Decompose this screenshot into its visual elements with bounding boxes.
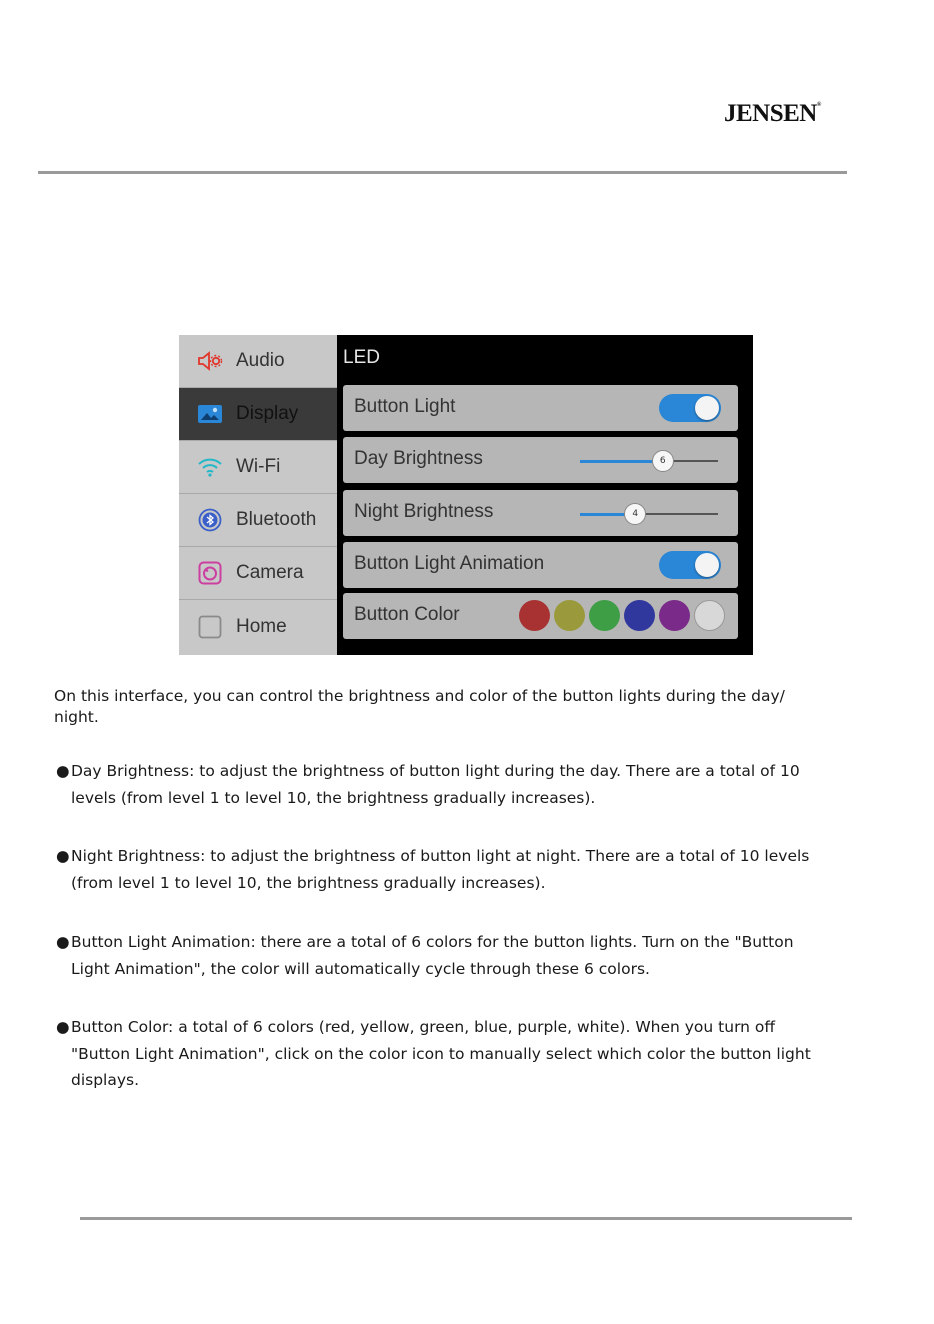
night-brightness-slider[interactable] (580, 509, 718, 519)
color-swatch-green[interactable] (589, 600, 620, 631)
night-brightness-row (343, 490, 738, 536)
sidebar-item-audio[interactable] (179, 335, 337, 388)
color-swatch-red[interactable] (519, 600, 550, 631)
color-swatches (519, 600, 725, 631)
camera-icon (197, 560, 223, 586)
slider-thumb[interactable]: 4 (624, 503, 646, 525)
settings-sidebar (179, 335, 337, 655)
slider-thumb[interactable]: 6 (652, 450, 674, 472)
bullet-day-brightness (56, 758, 816, 811)
bullet-text: Night Brightness: to adjust the brightness of button light at night. There are a total of 10 levels (from level 1 to level 10, the brightness gradually increases). (71, 847, 810, 892)
sidebar-item-label: Home (236, 615, 287, 637)
bullet-symbol: ● (56, 933, 70, 951)
bullet-text: Button Light Animation: there are a total of 6 colors for the button lights. Turn on the "Button Light Animation", the color will automatically cycle through these 6 colors. (71, 933, 794, 978)
toggle-knob (695, 553, 719, 577)
color-swatch-blue[interactable] (624, 600, 655, 631)
header-divider (38, 171, 847, 174)
color-swatch-yellow[interactable] (554, 600, 585, 631)
sidebar-item-label: Camera (236, 562, 304, 583)
bullet-symbol: ● (56, 762, 70, 780)
logo-text: JENSEN (724, 100, 817, 127)
sidebar-item-label: Bluetooth (236, 509, 317, 530)
wifi-icon (197, 454, 223, 480)
bullet-text: Day Brightness: to adjust the brightness of button light during the day. There are a total of 10 levels (from level 1 to level 10, the brightness gradually increases). (71, 762, 800, 807)
sidebar-item-bluetooth[interactable] (179, 494, 337, 547)
image-icon (197, 401, 223, 427)
bullet-night-brightness (56, 843, 816, 896)
day-brightness-row (343, 437, 738, 483)
day-brightness-slider[interactable] (580, 456, 718, 466)
settings-screenshot (179, 335, 753, 655)
row-label: Button Light Animation (354, 553, 545, 574)
bluetooth-icon (197, 507, 223, 533)
sidebar-item-label: Audio (236, 350, 285, 371)
home-checkbox-icon (197, 614, 223, 640)
bullet-text: Button Color: a total of 6 colors (red, yellow, green, blue, purple, white). When you turn off "Button Light Animation", click on the color icon to manually select which color the button light displays. (71, 1018, 811, 1089)
row-label: Button Light (354, 396, 456, 417)
bullet-button-color (56, 1014, 816, 1094)
jensen-logo (724, 100, 821, 128)
button-light-row (343, 385, 738, 431)
row-label: Night Brightness (354, 501, 494, 522)
button-light-toggle[interactable] (659, 394, 721, 422)
sidebar-item-wifi[interactable] (179, 441, 337, 494)
sidebar-item-home[interactable] (179, 600, 337, 653)
color-swatch-purple[interactable] (659, 600, 690, 631)
intro-paragraph: On this interface, you can control the brightness and color of the button lights during the day/ night. (54, 687, 785, 726)
bullet-symbol: ● (56, 847, 70, 865)
sidebar-item-label: Display (236, 403, 299, 424)
registered-mark: ® (816, 102, 821, 108)
sidebar-item-display[interactable] (179, 388, 337, 441)
button-light-animation-row (343, 542, 738, 588)
color-swatch-white[interactable] (694, 600, 725, 631)
row-label: Button Color (354, 604, 460, 625)
slider-fill (580, 460, 663, 463)
speaker-gear-icon (197, 348, 223, 374)
footer-divider (80, 1217, 852, 1220)
button-light-animation-toggle[interactable] (659, 551, 721, 579)
sidebar-item-label: Wi-Fi (236, 456, 281, 477)
row-label: Day Brightness (354, 448, 483, 469)
bullet-symbol: ● (56, 1018, 70, 1036)
bullet-button-light-animation (56, 929, 816, 982)
panel-title: LED (343, 347, 380, 368)
button-color-row (343, 593, 738, 639)
toggle-knob (695, 396, 719, 420)
sidebar-item-camera[interactable] (179, 547, 337, 600)
